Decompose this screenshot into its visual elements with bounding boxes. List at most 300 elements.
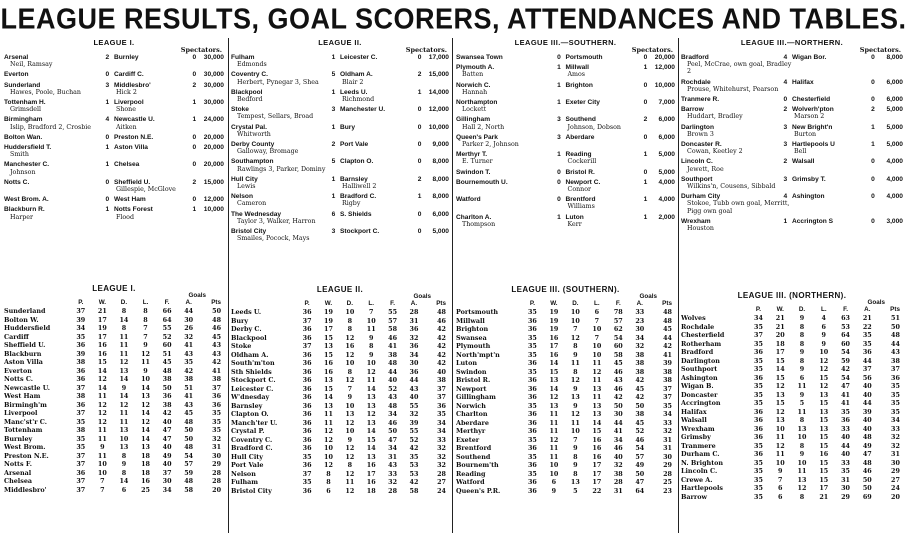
stat-l: 9 <box>368 333 374 342</box>
header-pts: Pts <box>662 300 672 307</box>
stat-a: 43 <box>184 400 194 409</box>
attendance: 5,000 <box>886 141 903 149</box>
stat-l: 17 <box>819 484 829 492</box>
team-name: Leeds U. <box>231 308 262 316</box>
stat-pts: 37 <box>212 383 222 392</box>
column-league-2 <box>231 38 449 533</box>
away-scorers: Burton <box>794 130 817 138</box>
goal-scorers <box>681 86 903 93</box>
home-score: 4 <box>783 78 788 86</box>
home-scorers: Neil, Ramsay <box>10 61 53 69</box>
match-line <box>456 179 675 186</box>
team-name: Norwich <box>456 401 486 410</box>
stat-pts: 33 <box>437 435 447 444</box>
home-scorers: Hall 2, North <box>462 123 505 131</box>
stat-f: 59 <box>841 356 850 365</box>
stat-d: 10 <box>797 458 807 467</box>
match-line <box>231 106 449 113</box>
stat-f: 60 <box>841 339 850 348</box>
match-result <box>456 82 675 96</box>
stat-f: 53 <box>841 322 850 331</box>
home-team: Arsenal <box>4 54 29 61</box>
match-result <box>4 144 224 158</box>
away-scorers <box>566 106 676 113</box>
team-name: Barnsley <box>231 401 263 410</box>
stat-a: 51 <box>184 383 194 392</box>
away-score: 0 <box>643 81 648 89</box>
away-scorers: Shone <box>116 106 136 114</box>
stat-pts: 24 <box>437 486 447 495</box>
away-score: 1 <box>417 193 422 201</box>
stat-w: 11 <box>549 418 559 427</box>
stat-w: 16 <box>549 333 559 342</box>
column-rule <box>678 38 679 533</box>
away-team: Sheffield U. <box>113 178 151 186</box>
stat-a: 41 <box>184 341 194 349</box>
match-result <box>231 54 449 68</box>
match-line <box>4 206 224 213</box>
home-score: 3 <box>105 81 110 89</box>
stat-w: 15 <box>549 367 559 376</box>
home-score: 1 <box>331 123 336 131</box>
stat-w: 13 <box>324 342 333 350</box>
stat-f: 40 <box>162 417 172 426</box>
stat-l: 7 <box>143 324 148 332</box>
stat-pts: 46 <box>437 316 447 325</box>
table-row <box>231 351 449 360</box>
stat-l: 15 <box>819 475 829 484</box>
stat-f: 63 <box>841 314 850 322</box>
stat-a: 69 <box>862 492 872 501</box>
away-score: 0 <box>417 141 422 149</box>
stat-d: 8 <box>121 468 127 477</box>
away-score: 0 <box>417 54 422 61</box>
team-name: Swindon <box>456 367 487 376</box>
match-result <box>231 124 449 138</box>
attendance: 8,000 <box>432 158 449 166</box>
stat-w: 14 <box>549 359 559 367</box>
table-row <box>231 376 449 385</box>
stat-a: 38 <box>184 375 194 383</box>
goal-scorers <box>231 113 449 120</box>
match-line <box>231 228 449 235</box>
goal-scorers <box>456 203 675 210</box>
stat-l: 11 <box>141 358 150 366</box>
stat-pts: 29 <box>891 467 900 475</box>
stat-pts: 37 <box>663 384 672 393</box>
team-name: Oldham A. <box>231 350 269 359</box>
stat-pts: 32 <box>891 433 900 441</box>
match-line <box>681 193 903 200</box>
stat-f: 32 <box>388 478 398 486</box>
stat-f: 36 <box>162 392 172 400</box>
table-row <box>681 433 903 442</box>
stat-p: 38 <box>76 358 86 366</box>
stat-l: 15 <box>819 433 829 441</box>
stat-a: 38 <box>635 359 645 367</box>
team-name: Manch'ter U. <box>231 418 278 427</box>
stat-l: 13 <box>366 452 376 461</box>
team-name: West Brom. <box>4 443 46 451</box>
attendance: 20,000 <box>203 133 224 141</box>
stat-p: 35 <box>76 434 86 443</box>
away-team: Wigan Bor. <box>791 54 827 61</box>
match-line <box>456 99 675 106</box>
away-scorers: Richmond <box>342 96 375 104</box>
away-scorers: Aitken <box>116 123 137 131</box>
home-team: Swansea Town <box>456 54 503 61</box>
stat-pts: 31 <box>663 435 672 444</box>
stat-d: 14 <box>119 375 129 383</box>
stat-p: 36 <box>76 468 86 477</box>
match-result <box>231 176 449 190</box>
stat-a: 35 <box>862 339 872 348</box>
stat-l: 12 <box>141 400 150 409</box>
stat-p: 36 <box>527 486 537 495</box>
stat-d: 8 <box>799 339 805 348</box>
goal-scorers <box>456 221 675 228</box>
stat-d: 10 <box>570 427 580 435</box>
header-team <box>456 300 522 308</box>
stat-w: 16 <box>97 341 107 349</box>
stat-pts: 38 <box>891 356 900 365</box>
goal-scorers <box>231 61 449 68</box>
stat-p: 36 <box>302 359 312 367</box>
stat-a: 43 <box>409 384 419 393</box>
match-line <box>231 193 449 200</box>
header-w: W. <box>776 306 784 313</box>
results-title: LEAGUE I. <box>93 38 135 47</box>
home-score: 4 <box>783 54 788 61</box>
stat-f: 36 <box>841 416 850 424</box>
stat-w: 10 <box>549 469 559 478</box>
table-row <box>456 317 675 326</box>
team-name: Charlton <box>456 410 488 418</box>
away-scorers: Amos <box>567 71 586 79</box>
stat-p: 36 <box>527 325 537 333</box>
stat-w: 15 <box>324 333 333 342</box>
stat-pts: 43 <box>212 341 222 349</box>
away-score: 0 <box>417 158 422 166</box>
column-league-3-southern <box>456 38 675 533</box>
team-name: Notts F. <box>4 460 32 468</box>
attendance: 4,000 <box>886 193 903 201</box>
stat-pts: 35 <box>891 390 900 399</box>
away-score: 0 <box>871 217 875 225</box>
stat-p: 36 <box>754 433 763 441</box>
table-row <box>231 393 449 402</box>
stat-pts: 28 <box>212 477 222 485</box>
goal-scorers <box>456 186 675 193</box>
stat-w: 13 <box>324 401 333 410</box>
stat-pts: 35 <box>212 409 222 417</box>
team-name: Wigan B. <box>681 382 714 390</box>
attendance: 30,000 <box>203 81 224 89</box>
away-score: 0 <box>192 144 197 152</box>
team-name: Liverpool <box>4 409 38 417</box>
stat-w: 8 <box>326 478 331 486</box>
table-title: LEAGUE III. (NORTHERN). <box>737 291 847 300</box>
stat-f: 47 <box>162 434 172 443</box>
stat-d: 13 <box>797 424 807 433</box>
stat-p: 36 <box>754 424 763 433</box>
stat-w: 17 <box>324 325 333 333</box>
match-result <box>456 151 675 165</box>
stat-d: 9 <box>121 383 127 392</box>
stat-d: 8 <box>799 441 805 450</box>
stat-w: 14 <box>97 366 107 375</box>
stat-p: 36 <box>302 393 312 401</box>
home-score: 0 <box>105 71 110 79</box>
match-result <box>4 54 224 68</box>
stat-a: 42 <box>635 393 645 401</box>
table-row <box>4 443 224 452</box>
away-scorers <box>792 86 903 93</box>
stat-l: 16 <box>592 452 602 461</box>
away-scorers: Bell <box>794 148 807 156</box>
team-name: Sheffield U. <box>4 341 46 349</box>
stat-p: 35 <box>754 390 763 399</box>
stat-d: 10 <box>345 359 355 367</box>
away-team: Cardiff C. <box>113 71 144 79</box>
stat-a: 48 <box>862 433 872 441</box>
team-name: Newcastle U. <box>4 383 50 392</box>
match-result <box>231 106 449 120</box>
team-name: Clapton O. <box>231 410 269 418</box>
away-scorers: Connor <box>567 186 592 194</box>
table-row <box>4 435 224 444</box>
table-header-row <box>681 306 903 314</box>
home-score: 1 <box>331 54 336 61</box>
attendance: 6,000 <box>886 96 903 104</box>
stat-d: 11 <box>797 467 807 475</box>
match-result <box>681 106 903 120</box>
away-team: Newcastle U. <box>113 116 155 124</box>
stat-f: 46 <box>613 444 623 452</box>
stat-pts: 35 <box>212 417 222 426</box>
stat-pts: 42 <box>663 342 672 350</box>
match-result <box>681 96 903 103</box>
goal-scorers <box>4 214 224 221</box>
stat-p: 35 <box>754 322 763 331</box>
stat-a: 36 <box>409 325 419 333</box>
stat-pts: 37 <box>891 365 900 373</box>
away-scorers: Williams <box>567 203 595 211</box>
home-score: 3 <box>331 106 336 114</box>
stat-a: 37 <box>862 365 872 373</box>
stat-p: 36 <box>302 350 312 359</box>
stat-a: 26 <box>184 324 194 332</box>
goal-scorers <box>231 166 449 173</box>
stat-pts: 28 <box>212 468 222 477</box>
stat-f: 46 <box>613 367 623 376</box>
stat-pts: 29 <box>663 461 672 469</box>
stat-pts: 35 <box>663 401 672 410</box>
stat-d: 9 <box>347 393 353 401</box>
away-team: New Bright'n <box>791 123 833 131</box>
table-row <box>4 392 224 401</box>
home-scorers: Harper <box>10 213 34 221</box>
table-row <box>456 393 675 402</box>
table-row <box>231 402 449 411</box>
stat-d: 12 <box>570 410 580 418</box>
stat-pts: 32 <box>437 444 447 452</box>
stat-w: 11 <box>549 444 559 452</box>
stat-w: 19 <box>324 316 333 325</box>
stat-l: 13 <box>819 390 829 399</box>
goal-scorers <box>231 131 449 138</box>
match-result <box>4 134 224 141</box>
team-name: Gillingham <box>456 393 496 401</box>
away-team: Reading <box>565 151 592 159</box>
stat-p: 39 <box>76 315 86 324</box>
attendance: 5,000 <box>886 123 903 131</box>
table-row <box>456 436 675 445</box>
home-team: Norwich C. <box>456 81 491 89</box>
away-score: 1 <box>643 64 648 72</box>
table-row <box>4 409 224 418</box>
stat-d: 7 <box>573 435 578 444</box>
stat-pts: 36 <box>212 400 222 409</box>
home-team: Northampton <box>456 99 498 107</box>
stat-a: 49 <box>862 441 872 450</box>
table-row <box>681 484 903 493</box>
home-scorers: Jewett, Roe <box>687 165 724 173</box>
stat-l: 16 <box>592 435 602 444</box>
stat-p: 36 <box>527 478 537 486</box>
stat-w: 10 <box>324 444 333 452</box>
goal-scorers <box>681 148 903 155</box>
stat-f: 41 <box>841 390 850 399</box>
home-score: 1 <box>783 217 788 225</box>
stat-d: 9 <box>573 350 578 359</box>
attendance: 6,000 <box>432 210 449 218</box>
away-team: Leeds U. <box>339 88 368 96</box>
header-p: P. <box>304 300 310 307</box>
column-rule <box>228 38 229 533</box>
stat-f: 34 <box>613 435 623 444</box>
team-name: Reading <box>456 469 486 478</box>
stat-a: 39 <box>862 407 872 416</box>
column-rule <box>452 38 453 533</box>
attendance: 7,000 <box>658 99 675 107</box>
stat-p: 35 <box>754 475 763 484</box>
away-team: Burnley <box>113 54 139 61</box>
stat-w: 10 <box>775 458 785 467</box>
stat-w: 15 <box>775 373 785 382</box>
goal-scorers <box>681 200 903 214</box>
away-score: 0 <box>871 54 875 61</box>
stat-f: 31 <box>841 475 850 484</box>
table-row <box>231 427 449 436</box>
stat-w: 14 <box>775 365 785 373</box>
match-result <box>231 228 449 242</box>
stat-d: 9 <box>347 435 353 444</box>
stat-p: 35 <box>527 350 537 359</box>
table-row <box>456 385 675 394</box>
stat-a: 50 <box>635 401 645 410</box>
team-name: Leicester C. <box>231 384 274 393</box>
stat-pts: 40 <box>437 367 447 376</box>
away-scorers <box>340 148 449 155</box>
stat-d: 10 <box>570 316 580 325</box>
stat-l: 17 <box>592 469 602 478</box>
stat-f: 40 <box>613 452 623 461</box>
stat-l: 14 <box>141 434 150 443</box>
stat-l: 22 <box>592 486 602 495</box>
stat-d: 12 <box>570 376 580 384</box>
stat-d: 11 <box>570 359 580 367</box>
team-name: Chesterfield <box>681 331 725 339</box>
stat-l: 9 <box>368 350 374 359</box>
team-name: Southport <box>681 365 718 373</box>
stat-a: 46 <box>635 435 645 444</box>
home-scorers: Islip, Bradford 2, Crosbie <box>10 123 91 131</box>
stat-w: 17 <box>97 332 107 341</box>
away-score: 0 <box>643 168 648 176</box>
home-team: Birmingham <box>4 116 43 124</box>
match-result <box>231 89 449 103</box>
stat-pts: 43 <box>891 348 900 356</box>
stat-w: 16 <box>324 359 333 367</box>
away-team: Halifax <box>791 78 814 86</box>
team-name: Queen's P.R. <box>456 486 501 495</box>
stat-d: 12 <box>345 333 355 342</box>
stat-l: 11 <box>366 376 376 384</box>
away-team: Aston Villa <box>113 144 148 152</box>
stat-pts: 38 <box>437 376 447 384</box>
away-score: 0 <box>871 158 875 166</box>
stat-f: 60 <box>613 342 623 350</box>
stat-pts: 23 <box>663 486 672 495</box>
away-team: Accrington S <box>791 217 834 225</box>
away-team: Portsmouth <box>565 54 603 61</box>
stat-p: 35 <box>527 342 537 350</box>
stat-a: 39 <box>409 418 419 427</box>
home-scorers: Grimsdell <box>10 106 42 114</box>
match-result <box>681 124 903 138</box>
table-row <box>681 425 903 434</box>
stat-l: 16 <box>366 461 376 469</box>
table-row <box>231 410 449 419</box>
stat-l: 14 <box>366 384 376 393</box>
stat-w: 11 <box>549 410 559 418</box>
team-name: Merthyr <box>456 427 486 435</box>
away-scorers <box>114 169 224 176</box>
home-team: Rochdale <box>681 78 711 86</box>
stat-pts: 31 <box>663 444 672 452</box>
home-team: The Wednesday <box>231 210 282 218</box>
table-row <box>456 419 675 428</box>
away-team: Wolverh'pton <box>791 106 834 114</box>
header-a: A. <box>636 300 643 307</box>
team-name: Chelsea <box>4 477 33 485</box>
stat-w: 13 <box>549 376 559 384</box>
table-row <box>231 478 449 487</box>
home-team: Darlington <box>681 123 714 131</box>
stat-l: 4 <box>821 314 826 322</box>
home-scorers: Cowan, Keetley 2 <box>687 148 743 156</box>
stat-a: 38 <box>635 367 645 376</box>
stat-pts: 45 <box>212 332 222 341</box>
table-row <box>456 308 675 317</box>
stat-a: 38 <box>635 350 645 359</box>
stat-l: 10 <box>141 375 150 383</box>
away-scorers <box>340 61 449 68</box>
team-name: Sth Shields <box>231 367 272 376</box>
match-line <box>231 124 449 131</box>
stat-w: 12 <box>775 441 785 450</box>
